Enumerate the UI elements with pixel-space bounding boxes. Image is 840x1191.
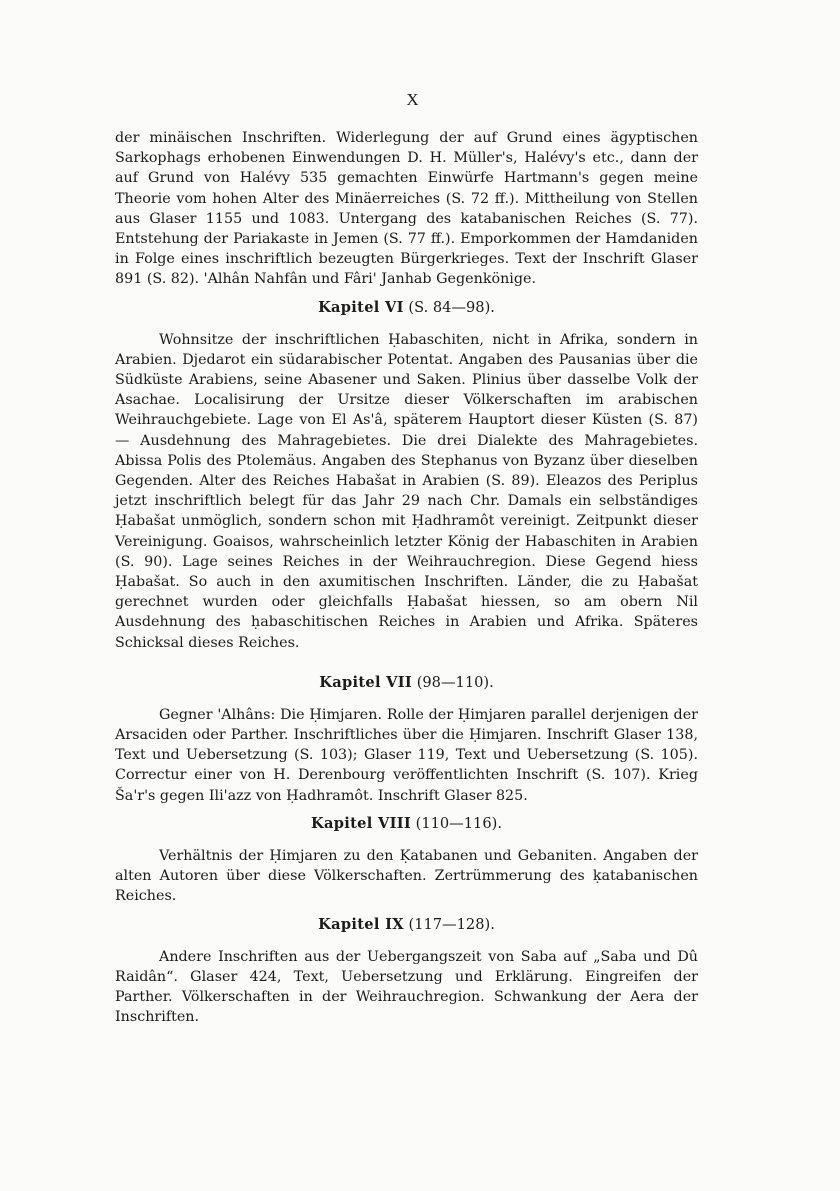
chapter-heading	[115, 814, 698, 834]
continuation-paragraph: der minäischen Inschriften. Widerlegung der auf Grund eines ägyptischen Sarkophags erhobenen Einwendungen D. H. Müller's, Halévy's etc., dann der auf Grund von Halévy 535 gemachten Einwürfe Hartmann's gegen meine Theorie vom hohen Alter des Minäerreiches (S. 72 ff.). Mittheilung von Stellen aus Glaser 1155 und 1083. Untergang des katabanischen Reiches (S. 77). Entstehung der Pariakaste in Jemen (S. 77 ff.). Emporkommen der Hamdaniden in Folge eines inschriftlich bezeugten Bürgerkrieges. Text der Inschrift Glaser 891 (S. 82). 'Alhân Nahfân und Fâri' Janhab Gegenkönige.	[115, 130, 698, 288]
chapter-title: Kapitel VIII	[311, 814, 411, 832]
chapter-title: Kapitel VII	[319, 673, 413, 691]
page-number: X	[406, 90, 419, 109]
chapter-range: (S. 84—98).	[408, 298, 495, 316]
chapter-range: (110—116).	[415, 814, 502, 832]
chapter-summary: Gegner 'Alhâns: Die Ḥimjaren. Rolle der Ḥimjaren parallel derjenigen der Arsaciden oder Parther. Inschriftliches über die Ḥimjaren. Inschrift Glaser 138, Text und Uebersetzung (S. 103); Glaser 119, Text und Uebersetzung (S. 105). Correctur einer von H. Derenbourg veröffentlichten Inschrift (S. 107). Krieg Ša'r's gegen Ili'azz von Ḥadhramôt. Inschrift Glaser 825.	[115, 706, 698, 804]
chapter-title: Kapitel VI	[318, 298, 404, 316]
chapter-title: Kapitel IX	[318, 915, 404, 933]
chapter-heading	[115, 298, 698, 318]
chapter-range: (98—110).	[416, 673, 494, 691]
chapter-range: (117—128).	[408, 915, 495, 933]
chapter-summary: Wohnsitze der inschriftlichen Ḥabaschiten, nicht in Afrika, sondern in Arabien. Djedarot ein südarabischer Potentat. Angaben des Pausanias über die Südküste Arabiens, seine Abasener und Saken. Plinius über dasselbe Volk der Asachae. Localisirung der Ursitze dieser Völkerschaften im arabischen Weihrauchgebiete. Lage von El As'â, späterem Hauptort dieser Küsten (S. 87) — Ausdehnung des Mahragebietes. Die drei Dialekte des Mahragebietes. Abissa Polis des Ptolemäus. Angaben des Stephanus von Byzanz über dieselben Gegenden. Alter des Reiches Habašat in Arabien (S. 89). Eleazos des Periplus jetzt inschriftlich belegt für das Jahr 29 nach Chr. Damals ein selbständiges Ḥabašat unmöglich, sondern schon mit Ḥadhramôt vereinigt. Zeitpunkt dieser Vereinigung. Goaisos, wahrscheinlich letzter König der Habaschiten in Arabien (S. 90). Lage seines Reiches in der Weihrauchregion. Diese Gegend hiess Ḥabašat. So auch in den axumitischen Inschriften. Länder, die zu Ḥabašat gerechnet wurden oder gleichfalls Ḥabašat hiessen, so am obern Nil Ausdehnung des ḥabaschitischen Reiches in Arabien und Afrika. Späteres Schicksal dieses Reiches.	[115, 331, 698, 651]
book-page	[115, 90, 698, 1027]
chapter-heading	[115, 915, 698, 935]
chapter-summary: Andere Inschriften aus der Uebergangszeit von Saba auf „Saba und Dû Raidân“. Glaser 424, Text, Uebersetzung und Erklärung. Eingreifen der Parther. Völkerschaften in der Weihrauchregion. Schwankung der Aera der Inschriften.	[115, 948, 698, 1026]
chapter-summary: Verhältnis der Ḥimjaren zu den Ḳatabanen und Gebaniten. Angaben der alten Autoren über diese Völkerschaften. Zertrümmerung des ḳatabanischen Reiches.	[115, 847, 698, 905]
chapter-heading	[115, 673, 698, 693]
